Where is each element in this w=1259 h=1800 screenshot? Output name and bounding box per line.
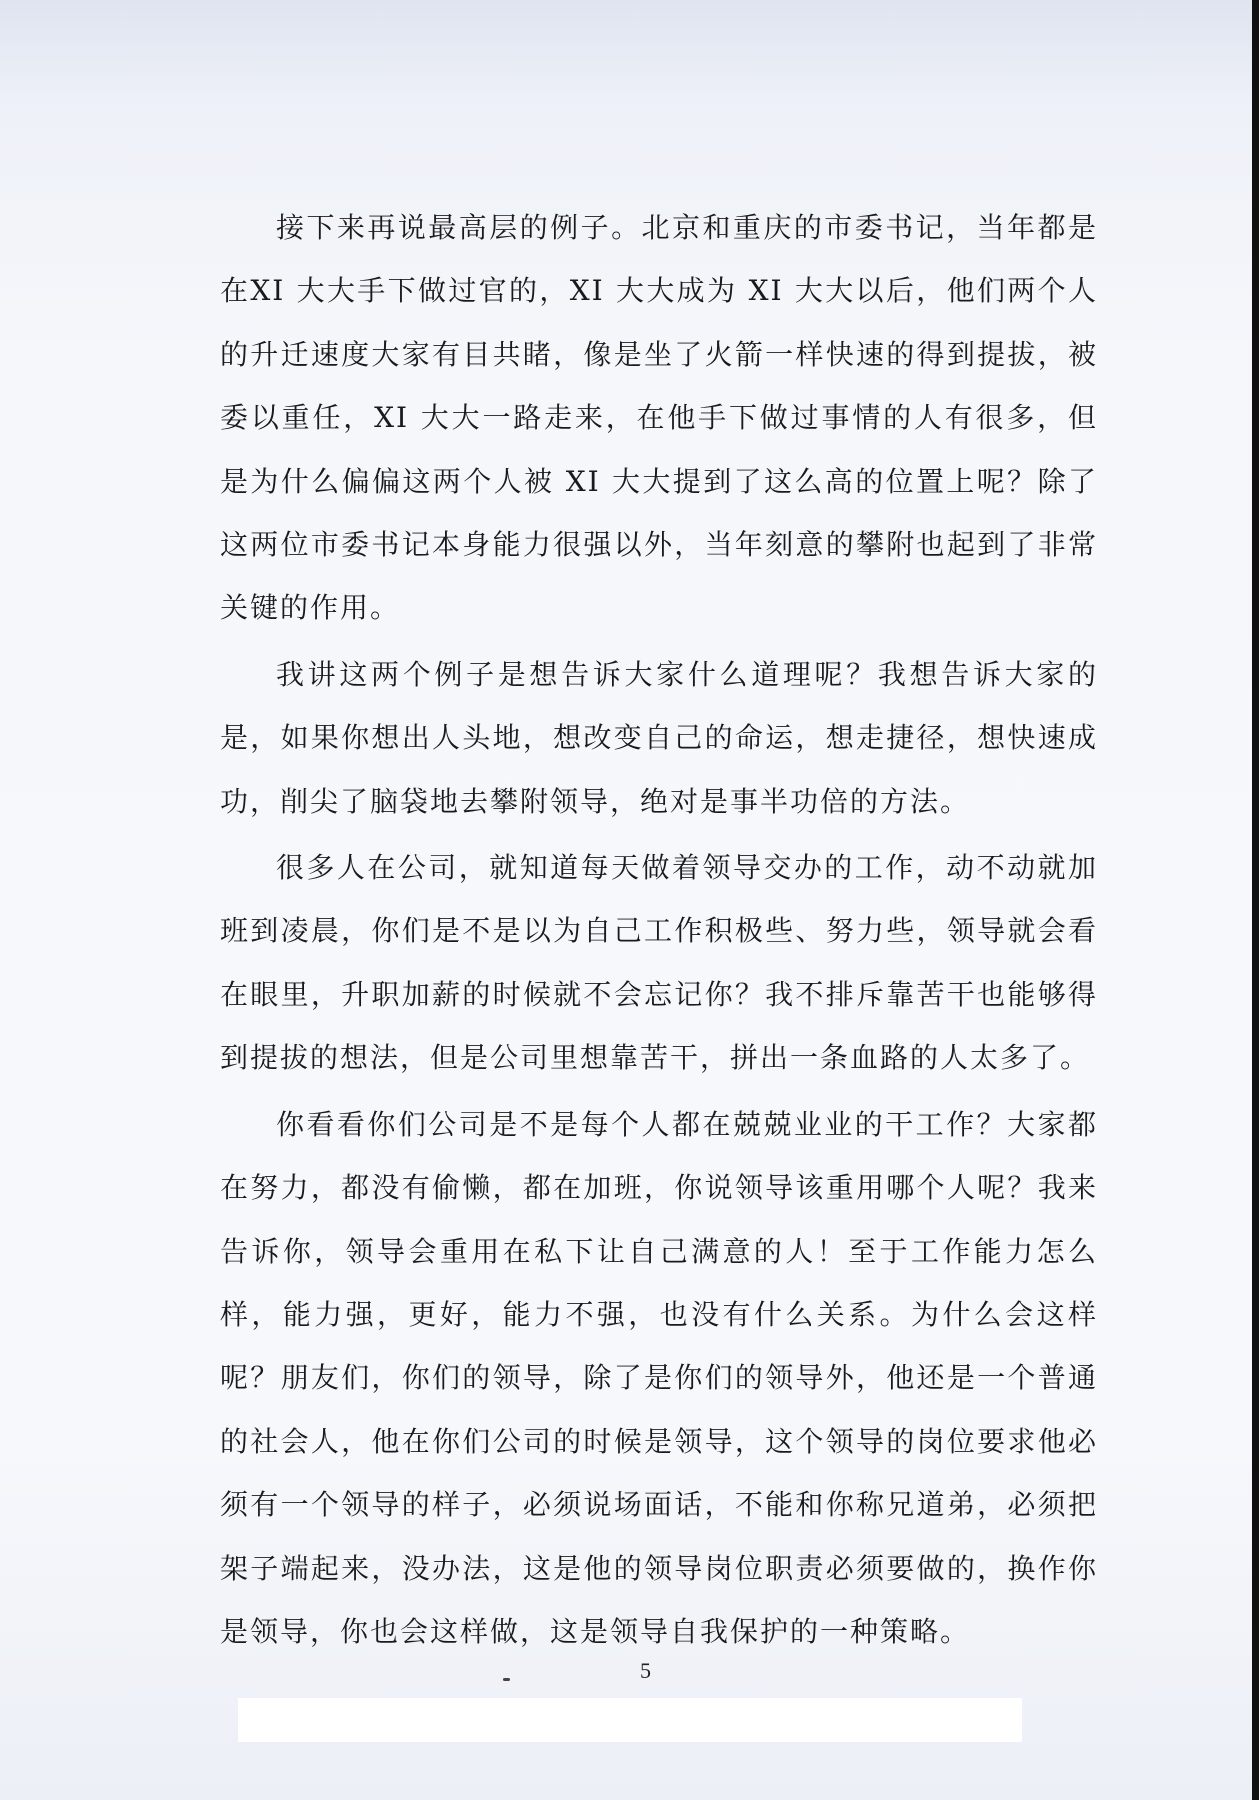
paragraph: 你看看你们公司是不是每个人都在兢兢业业的干工作？大家都在努力，都没有偷懒，都在加班，你说领导该重用哪个人呢？我来告诉你，领导会重用在私下让自己满意的人！至于工作能力怎么样，能力强，更好，能力不强，也没有什么关系。为什么会这样呢？朋友们，你们的领导，除了是你们的领导外，他还是一个普通的社会人，他在你们公司的时候是领导，这个领导的岗位要求他必须有一个领导的样子，必须说场面话，不能和你称兄道弟，必须把架子端起来，没办法，这是他的领导岗位职责必须要做的，换作你是领导，你也会这样做，这是领导自我保护的一种策略。	[220, 1107, 1098, 1648]
scan-edge	[1252, 0, 1259, 1800]
paragraph: 很多人在公司，就知道每天做着领导交办的工作，动不动就加班到凌晨，你们是不是以为自己工作积极些、努力些，领导就会看在眼里，升职加薪的时候就不会忘记你？我不排斥靠苦干也能够得到提拔的想法，但是公司里想靠苦干，拼出一条血路的人太多了。	[220, 851, 1098, 1075]
redaction-bar	[238, 1698, 1022, 1742]
body-text	[220, 196, 1098, 1663]
scan-speck	[503, 1678, 510, 1681]
paragraph: 接下来再说最高层的例子。北京和重庆的市委书记，当年都是在XI 大大手下做过官的，XI 大大成为 XI 大大以后，他们两个人的升迁速度大家有目共睹，像是坐了火箭一样快速的得到提拔，被委以重任，XI 大大一路走来，在他手下做过事情的人有很多，但是为什么偏偏这两个人被 XI 大大提到了这么高的位置上呢？除了这两位市委书记本身能力很强以外，当年刻意的攀附也起到了非常关键的作用。	[220, 211, 1098, 625]
page-number: 5	[640, 1658, 651, 1683]
paragraph: 我讲这两个例子是想告诉大家什么道理呢？我想告诉大家的是，如果你想出人头地，想改变自己的命运，想走捷径，想快速成功，削尖了脑袋地去攀附领导，绝对是事半功倍的方法。	[220, 657, 1098, 818]
